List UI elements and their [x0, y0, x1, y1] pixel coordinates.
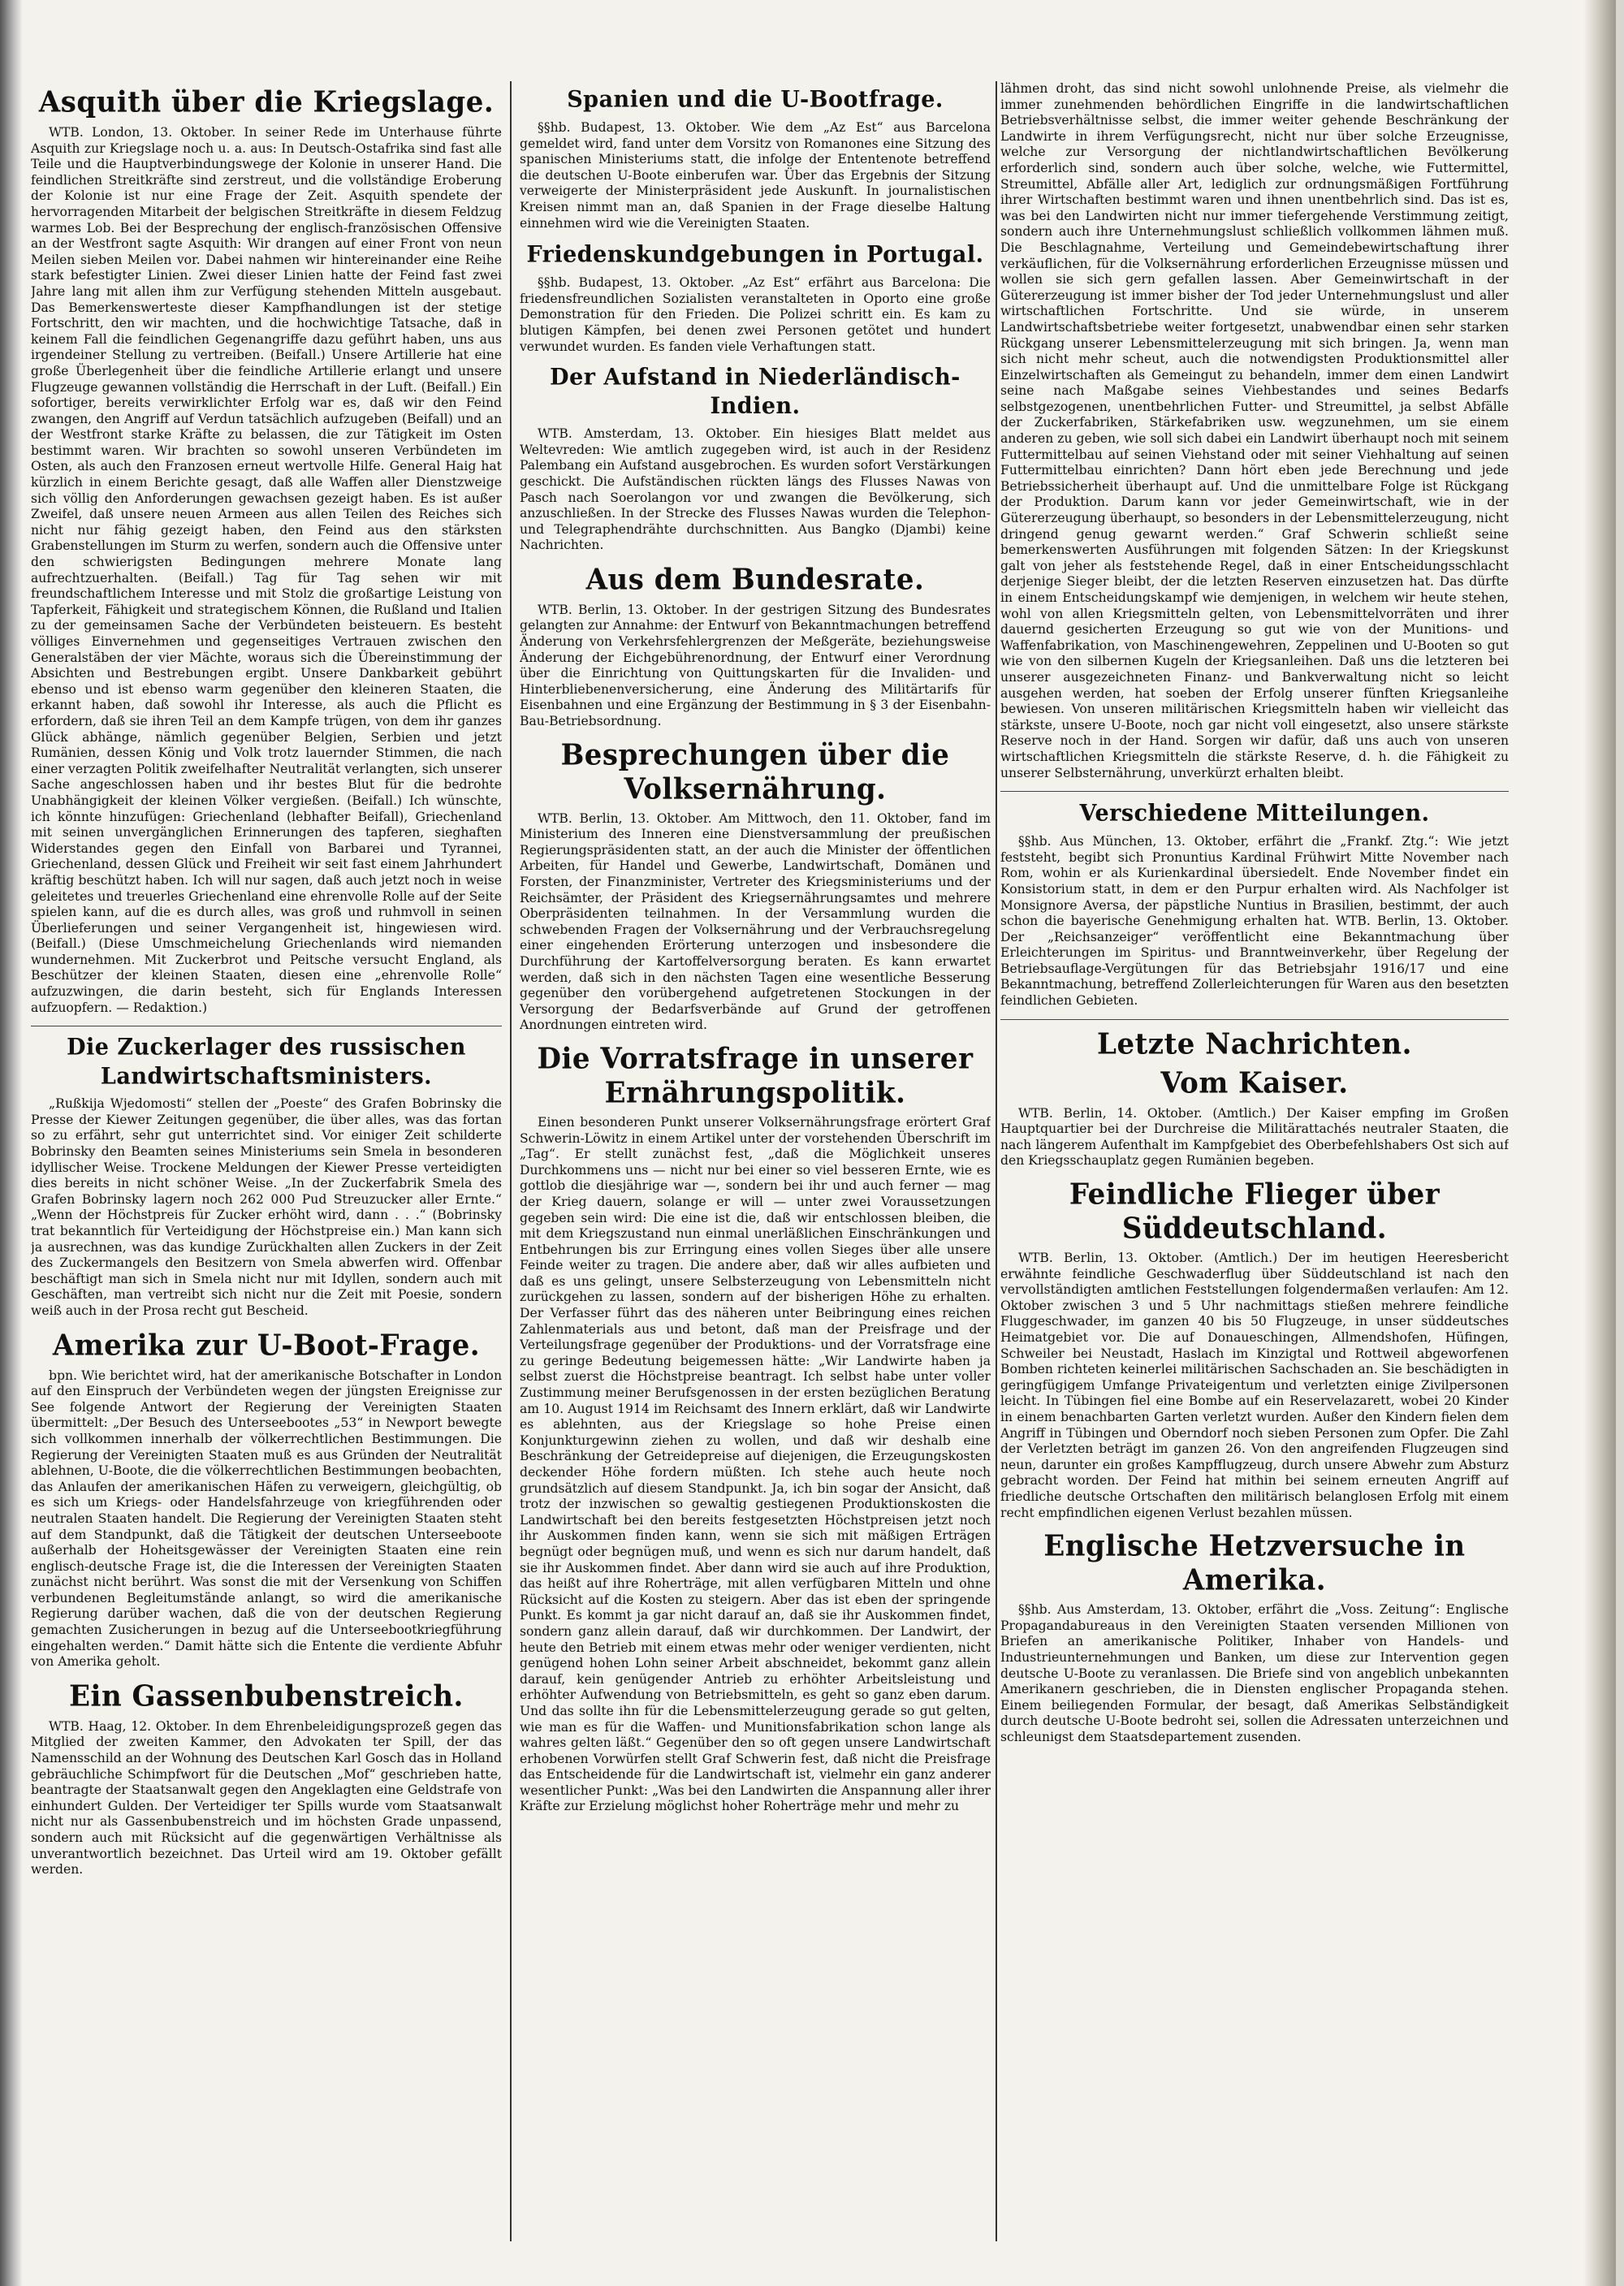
- headline: Englische Hetzversuche in Amerika.: [1043, 1529, 1466, 1598]
- article-asquith: [31, 86, 502, 1016]
- headline: Friedenskundgebungen in Portugal.: [526, 241, 984, 268]
- divider: [1000, 791, 1509, 792]
- article-letzte-nachrichten: [1000, 1028, 1509, 1169]
- headline: Die Zuckerlager des russischen Landwirtschaftsministers.: [67, 1034, 466, 1090]
- column-3: [1000, 81, 1509, 2241]
- article-body: WTB. Berlin, 13. Oktober. In der gestrigen Sitzung des Bundesrates gelangten zur Annahme: der Entwurf von Bekanntmachungen betreffend Änderung von Verkehrsfehlergrenzen der Meßgeräte, beziehungsweise Änderung der Eichgebührenordnung, der Entwurf einer Verordnung über die Einrichtung von Quittungskarten für die Invaliden- und Hinterbliebenenversicherung, eine Änderung des Militärtarifs für Eisenbahnen und eine Ergänzung der Bestimmung in § 3 der Eisenbahn-Bau-Betriebsordnung.: [520, 602, 991, 729]
- headline: Feindliche Flieger über Süddeutschland.: [1069, 1178, 1440, 1247]
- article-vorratsfrage-continued: [1000, 81, 1509, 781]
- divider: [1000, 1019, 1509, 1020]
- article-body: WTB. Berlin, 14. Oktober. (Amtlich.) Der Kaiser empfing im Großen Hauptquartier bei der Durchreise die Militärattachés neutraler Staaten, die nach längerem Aufenthalt im Kampfgebiet des Oberbefehlshabers Ost sich auf den Kriegsschauplatz gegen Rumänien begeben.: [1000, 1105, 1509, 1169]
- column-rule: [996, 81, 997, 2241]
- article-niederlaendisch-indien: [520, 365, 991, 554]
- headline: Die Vorratsfrage in unserer Ernährungspolitik.: [537, 1041, 974, 1110]
- headline: Asquith über die Kriegslage.: [38, 85, 495, 119]
- headline: Spanien und die U-Bootfrage.: [567, 86, 944, 113]
- article-body: WTB. London, 13. Oktober. In seiner Rede im Unterhause führte Asquith zur Kriegslage noch u. a. aus: In Deutsch-Ostafrika sind fast alle Teile und die Hauptverbindungswege der Kolonie in unserer Hand. Die feindlichen Streitkräfte sind zerstreut, und die vollständige Eroberung der Kolonie ist nur eine Frage der Zeit. Asquith spendete der hervorragenden Mitarbeit der belgischen Streitkräfte in diesem Feldzug warmes Lob. Bei der Besprechung der englisch-französischen Offensive an der Westfront sagte Asquith: Wir drangen auf einer Front von neun Meilen sieben Meilen vor. Dabei nahmen wir hintereinander eine Reihe stark befestigter Linien. Zwei dieser Linien hatte der Feind fast zwei Jahre lang mit allen ihm zur Verfügung stehenden Mitteln ausgebaut. Das Bemerkenswerteste dieser Kampfhandlungen ist der stetige Fortschritt, den wir machten, und die hochwichtige Tatsache, daß in keinem Fall die feindlichen Gegenangriffe dazu geführt haben, uns aus irgendeiner Stellung zu vertreiben. (Beifall.) Unsere Artillerie hat eine große Überlegenheit über die feindliche Artillerie erlangt und unsere Flugzeuge gewannen vollständig die Herrschaft in der Luft. (Beifall.) Ein sofortiger, bereits verwirklichter Erfolg war es, daß wir den Feind zwangen, den Angriff auf Verdun tatsächlich aufzugeben (Beifall) und an der Westfront starke Kräfte zu belassen, die zur Tätigkeit im Osten bestimmt waren. Wir brachten so sowohl unseren Verbündeten im Osten, als auch den Franzosen erneut wertvolle Hilfe. General Haig hat kürzlich in einem Berichte gesagt, daß alle Waffen aller Dienstzweige sich völlig den Anforderungen gewachsen gezeigt haben. Es ist außer Zweifel, daß unsere neuen Armeen aus allen Teilen des Reiches sich nicht nur fähig gezeigt haben, den Feind aus den stärksten Grabenstellungen im Sturm zu werfen, sondern auch die Offensive unter den schwierigsten Bedingungen mehrere Monate lang aufrechtzuerhalten. (Beifall.) Tag für Tag sehen wir mit freundschaftlichem Interesse und mit Stolz die großartige Leistung von Tapferkeit, Fähigkeit und strategischem Können, die Rußland und Italien zu der gemeinsamen Sache der Verbündeten beisteuern. Es besteht völliges Einvernehmen und gegenseitiges Vertrauen zwischen den Generalstäben der vier Mächte, woraus sich die Übereinstimmung der Absichten und Bestrebungen ergibt. Unsere Dankbarkeit gebührt ebenso und ist ebenso warm gegenüber den kleineren Staaten, die erkannt haben, daß sowohl ihr Interesse, als auch die Pflicht es erfordern, daß sie ihren Teil an dem Kampfe trügen, von dem ihr ganzes Glück abhänge, nämlich gegenüber Belgien, Serbien und jetzt Rumänien, dessen König und Volk trotz lauernder Stimmen, die nach einer verzagten Politik zweifelhafter Neutralität verlangten, sich unserer Sache angeschlossen haben und ihr bestes Blut für die bedrohte Unabhängigkeit der kleinen Völker vergießen. (Beifall.) Ich wünschte, ich könnte hinzufügen: Griechenland (lebhafter Beifall), Griechenland mit seinen unvergänglichen Erinnerungen des tapferen, sieghaften Widerstandes gegen den Einfall von Barbarei und Tyrannei, Griechenland, dessen Glück und Freiheit wir seit fast einem Jahrhundert kräftig beschützt haben. Ich will nur sagen, daß auch jetzt noch in weise geleitetes und treuerles Griechenland eine ehrenvolle Rolle auf der Seite spielen kann, auf die es durch alles, was groß und ruhmvoll in seinen Überlieferungen und seiner Vergangenheit ist, hingewiesen wird. (Beifall.) (Diese Umschmeichelung Griechenlands wird niemanden wundernehmen. Mit Zuckerbrot und Peitsche versucht England, als Beschützer der kleinen Staaten, diesen eine „ehrenvolle Rolle“ aufzuzwingen, die darin besteht, sich für Englands Interessen aufzuopfern. — Redaktion.): [31, 125, 502, 1015]
- article-bundesrat: [520, 564, 991, 730]
- article-body: WTB. Amsterdam, 13. Oktober. Ein hiesiges Blatt meldet aus Weltevreden: Wie amtlich zugegeben wird, ist auch in der Residenz Palembang ein Aufstand ausgebrochen. Es wurden sofort Verstärkungen geschickt. Die Aufständischen rückten längs des Flusses Nawas von Pasch nach Soerolangon vor und zwangen die Bevölkerung, sich anzuschließen. In der Strecke des Flusses Nawas wurden die Telephon- und Telegraphendrähte durchschnitten. Aus Bangko (Djambi) keine Nachrichten.: [520, 426, 991, 553]
- headline: Verschiedene Mitteilungen.: [1079, 800, 1430, 827]
- headline: Aus dem Bundesrate.: [585, 562, 925, 597]
- article-body: WTB. Berlin, 13. Oktober. (Amtlich.) Der im heutigen Heeresbericht erwähnte feindliche Geschwaderflug über Süddeutschland ist nach den vervollständigten amtlichen Feststellungen folgendermaßen verlaufen: Am 12. Oktober zwischen 3 und 5 Uhr nachmittags stießen mehrere feindliche Fluggeschwader, im ganzen 40 bis 50 Flugzeuge, in unser süddeutsches Heimatgebiet vor. Die auf Donaueschingen, Allmendshofen, Hüfingen, Schweiler bei Neustadt, Haslach im Kinzigtal und Rottweil abgeworfenen Bomben richteten keinerlei militärischen Sachschaden an. Sie beschädigten in geringfügigem Umfange Privateigentum und verletzten einige Zivilpersonen leicht. In Tübingen fiel eine Bombe auf ein Reservelazarett, wobei 20 Kinder in einem benachbarten Garten verletzt wurden. Außer den Kindern fielen dem Angriff in Tübingen und Oberndorf noch sieben Personen zum Opfer. Die Zahl der Verletzten beträgt im ganzen 26. Von den angreifenden Flugzeugen sind neun, darunter ein großes Kampfflugzeug, durch unsere Abwehr zum Absturz gebracht worden. Der Feind hat mithin bei seinem erneuten Angriff auf friedliche deutsche Ortschaften den militärisch belanglosen Erfolg mit einem recht empfindlichen eigenen Verlust bezahlen müssen.: [1000, 1251, 1509, 1520]
- column-2: [520, 81, 991, 2241]
- article-body: bpn. Wie berichtet wird, hat der amerikanische Botschafter in London auf den Einspruch der Verbündeten wegen der jüngsten Ereignisse zur See folgende Antwort der Regierung der Vereinigten Staaten übermittelt: „Der Besuch des Unterseebootes „53“ in Newport bewegte sich vollkommen innerhalb der völkerrechtlichen Bestimmungen. Die Regierung der Vereinigten Staaten muß es aus Gründen der Neutralität ablehnen, U-Boote, die die völkerrechtlichen Bestimmungen beobachten, das Anlaufen der amerikanischen Häfen zu verweigern, gleichgültig, ob es sich um Kriegs- oder Handelsfahrzeuge von kriegführenden oder neutralen Staaten handelt. Die Regierung der Vereinigten Staaten steht auf dem Standpunkt, daß die Tätigkeit der deutschen Unterseeboote außerhalb der Hoheitsgewässer der Vereinigten Staaten eine rein englisch-deutsche Frage ist, die die Interessen der Vereinigten Staaten zunächst nicht berührt. Was sonst die mit der Versenkung von Schiffen verbundenen Begleitumstände anlangt, so wird die amerikanische Regierung darüber wachen, daß die von der deutschen Regierung gemachten Zusicherungen in bezug auf die Unterseebootkriegführung eingehalten werden.“ Damit hätte sich die Entente die verdiente Abfuhr von Amerika geholt.: [31, 1368, 502, 1670]
- article-amerika-uboot: [31, 1329, 502, 1670]
- article-body: §§hb. Budapest, 13. Oktober. Wie dem „Az Est“ aus Barcelona gemeldet wird, fand unter dem Vorsitz von Romanones eine Sitzung des spanischen Ministeriums statt, die infolge der Ententenote betreffend die deutschen U-Boote einberufen war. Über das Ergebnis der Sitzung verweigerte der Ministerpräsident jede Auskunft. In journalistischen Kreisen nimmt man an, daß Spanien in der Frage dieselbe Haltung einnehmen wird wie die Vereinigten Staaten.: [520, 120, 991, 231]
- article-volksernaehrung: [520, 737, 991, 1034]
- binding-shadow: [0, 0, 23, 2286]
- page-edge: [1583, 0, 1616, 2286]
- article-body: §§hb. Budapest, 13. Oktober. „Az Est“ erfährt aus Barcelona: Die friedensfreundlichen Sozialisten veranstalteten in Oporto eine große Demonstration für den Frieden. Die Polizei schritt ein. Es kam zu blutigen Kämpfen, bei denen zwei Personen getötet und hundert verwundet wurden. Es fanden viele Verhaftungen statt.: [520, 275, 991, 354]
- article-body: §§hb. Aus Amsterdam, 13. Oktober, erfährt die „Voss. Zeitung“: Englische Propagandabureaus in den Vereinigten Staaten versenden Millionen von Briefen an amerikanische Politiker, Inhaber von Handels- und Industrieunternehmungen und Banken, um diese zur Intervention gegen deutsche U-Boote zu veranlassen. Die Briefe sind von angeblich unbekannten Amerikanern geschrieben, die in Diensten englischer Propaganda stehen. Einem beiliegenden Formular, der besagt, daß Amerikas Selbständigkeit durch deutsche U-Boote bedroht sei, sollen die Adressaten unterzeichnen und schleunigst dem Staatsdepartement zusenden.: [1000, 1602, 1509, 1744]
- article-verschiedene-mitteilungen: [1000, 800, 1509, 1009]
- article-englische-hetzversuche: [1000, 1531, 1509, 1745]
- article-gassenbubenstreich: [31, 1680, 502, 1878]
- headline: Letzte Nachrichten.: [1097, 1026, 1412, 1061]
- article-body: Einen besonderen Punkt unserer Volksernährungsfrage erörtert Graf Schwerin-Löwitz in einem Artikel unter der vorstehenden Überschrift im „Tag“. Er stellt zunächst fest, „daß die Möglichkeit unseres Durchkommens uns — nicht nur bei einer so viel besseren Ernte, wie es gottlob die diesjährige war —, sondern bei ihr und auch ferner — mag der Krieg dauern, solange er will — unter zwei Voraussetzungen gegeben sein wird: Die eine ist die, daß wir entschlossen bleiben, die mit dem Kriegszustand nun einmal unerläßlichen Einschränkungen und Entbehrungen bis zur Erringung eines vollen Sieges über alle unsere Feinde weiter zu tragen. Die andere aber, daß wir alles aufbieten und daß es uns gelingt, unsere Selbsterzeugung von Lebensmitteln nicht zurückgehen zu lassen, sondern auf der bisherigen Höhe zu erhalten. Der Verfasser führt das des näheren unter Beibringung eines reichen Zahlenmaterials aus und betont, daß man der Preisfrage und der Verteilungsfrage gegenüber der Produktions- und der Vorratsfrage eine zu geringe Bedeutung beigemessen hätte: „Wir Landwirte haben ja selbst zuerst die Höchstpreise beantragt. Ich selbst habe unter voller Zustimmung meiner Berufsgenossen in der ersten bezüglichen Beratung am 10. August 1914 im Reichsamt des Innern erklärt, daß wir Landwirte es ablehnten, aus der Kriegslage so hohe Preise einen Konjunkturgewinn ziehen zu wollen, und daß wir deshalb eine Beschränkung der Getreidepreise auf diejenigen, die Erzeugungskosten deckender Höhe fordern müßten. Ich stehe auch heute noch grundsätzlich auf diesem Standpunkt. Ja, ich bin sogar der Ansicht, daß trotz der inzwischen so gewaltig gestiegenen Produktionskosten die Landwirtschaft bei den bereits festgesetzten Höchstpreisen jetzt noch ihr Auskommen finden kann, wenn sie sich mit mäßigen Erträgen begnügt oder begnügen muß, und wenn es sich nur darum handelt, daß sie ihr Auskommen findet. Aber dann wird sie auch auf ihre Produktion, das heißt auf ihre Roherträge, mit allen verfügbaren Mitteln und ohne Rücksicht auf die Kosten zu steigern. Aber das ist eben der springende Punkt. Es kommt ja gar nicht darauf an, daß sie ihr Auskommen findet, sondern ganz allein darauf, daß wir durchkommen. Der Landwirt, der heute den Betrieb mit einem etwas mehr oder weniger verdienten, nicht genügend hohen Lohn seiner Arbeit abschneidet, bekommt ganz allein darauf, kein genügender Antrieb zu erhöhter Arbeitsleistung und erhöhter Aufwendung von Betriebsmitteln, es geht so ganz eben darum. Und das sollte ihn für die Lebensmittelerzeugung gerade so gut gelten, wie man es für die Waffen- und Munitionsfabrikation schon lange als wahres gelten läßt.“ Gegenüber den so oft gegen unsere Landwirtschaft erhobenen Vorwürfen stellt Graf Schwerin fest, daß nicht die Preisfrage das Entscheidende für die Landwirtschaft ist, vielmehr ein ganz anderer wesentlicher Punkt: „Was bei den Landwirten die Anspannung aller ihrer Kräfte zur Erzielung möglichst hoher Roherträge mehr und mehr zu: [520, 1114, 991, 1814]
- article-spanien: [520, 86, 991, 231]
- article-body: „Rußkija Wjedomosti“ stellen der „Poeste“ des Grafen Bobrinsky die Presse der Kiewer Zeitungen gegenüber, die über alles, was das fortan so zu erfährt, sehr gut unterrichtet sind. Vor einiger Zeit schilderte Bobrinsky den Beamten seines Ministeriums sein Smela in besonderen idyllischer Weise. Trockene Meldungen der Kiewer Presse verteidigten dies bereits in nicht schöner Weise. „In der Zuckerfabrik Smela des Grafen Bobrinsky lagern noch 262 000 Pud Streuzucker aller Ernte.“ „Wenn der Höchstpreis für Zucker erhöht wird, dann . . .“ (Bobrinsky trat bekanntlich für Verteidigung der Höchstpreise ein.) Man kann sich ja ausrechnen, was das kundige Zurückhalten allen Zuckers in der Zeit des Zuckermangels den Besitzern von Smela abwerfen wird. Offenbar beschäftigt man sich in Smela nicht nur mit Idyllen, sondern auch mit Geschäften, man vertreibt sich nicht nur die Zeit mit Poesie, sondern weiß auch in der Prosa recht gut Bescheid.: [31, 1096, 502, 1318]
- article-portugal: [520, 241, 991, 355]
- article-body: lähmen droht, das sind nicht sowohl unlohnende Preise, als vielmehr die immer zunehmenden behördlichen Eingriffe in die landwirtschaftlichen Betriebsverhältnisse selbst, die immer weiter gehende Beschränkung der Landwirte in ihrem Verfügungsrecht, nicht nur über solche Erzeugnisse, welche zur Versorgung der nichtlandwirtschaftlichen Bevölkerung erforderlich sind, sondern auch über solche, welche, wie Futtermittel, Streumittel, Abfälle aller Art, lediglich zur ordnungsmäßigen Fortführung ihrer Wirtschaften bestimmt waren und ihnen unentbehrlich sind. Das ist es, was bei den Landwirten nicht nur immer tiefergehende Verstimmung zeitigt, sondern auch ihre Unternehmungslust schließlich vollkommen lähmen muß. Die Beschlagnahme, Verteilung und Gemeindebewirtschaftung ihrer verkäuflichen, für die Volksernährung erforderlichen Erzeugnisse müssen und wollen sie sich gern gefallen lassen. Aber Gemeinwirtschaft in der Gütererzeugung ist immer bisher der Tod jeder Unternehmungslust und aller wirtschaftlichen Fortschritte. Und sie würde, in unserem Landwirtschaftsbetriebe weiter fortgesetzt, unabwendbar einen sehr starken Rückgang unserer Lebensmittelerzeugung mit sich bringen. Ja, wenn man sich nicht mehr scheut, auch die notwendigsten Produktionsmittel aller Einzelwirtschaften als Gemeingut zu behandeln, immer dem einen Landwirt seine nach Maßgabe seines Viehbestandes und seines Bedarfs selbstgezogenen, unentbehrlichen Futter- und Streumittel, ja selbst Abfälle der Zuckerfabriken, Stärkefabriken usw. wegzunehmen, um sie einem anderen zu geben, wie soll sich dabei ein Landwirt überhaupt noch mit seinem Futtermittelbau auf seinen Viehstand oder mit seiner Viehhaltung auf seinen Futtermittelbau einrichten? Dann hört eben jede Berechnung und jede Betriebssicherheit überhaupt auf. Und die unmittelbare Folge ist Rückgang der Produktion. Darum kann vor jeder Gemeinwirtschaft, wie in der Gütererzeugung überhaupt, so besonders in der Lebensmittelerzeugung, nicht dringend genug gewarnt werden.“ Graf Schwerin schließt seine bemerkenswerten Ausführungen mit folgenden Sätzen: In der Kriegskunst galt von jeher als feststehende Regel, daß in einer Entscheidungsschlacht derjenige Sieger bleibt, der die letzten Reserven einzusetzen hat. Das dürfte in einem Entscheidungskampf wie demjenigen, in welchem wir heute stehen, wohl von allen Kriegsmitteln gelten, von Lebensmittelvorräten und ihrer dauernd gesicherten Erzeugung so gut wie von der Munitions- und Waffenfabrikation, von Maschinengewehren, Zeppelinen und U-Booten so gut wie von den silbernen Kugeln der Kriegsanleihen. Daß uns die letzteren bei unserer ausgezeichneten Finanz- und Bankverwaltung nicht so leicht ausgehen werden, hat soeben der Erfolg unserer fünften Kriegsanleihe bewiesen. Von unseren militärischen Kriegsmitteln haben wir vielleicht das stärkste, unsere U-Boote, noch gar nicht voll eingesetzt, also unsere stärkste Reserve noch in der Hand. Sorgen wir dafür, daß uns auch von unseren wirtschaftlichen Kriegsmitteln die stärkste Reserve, d. h. die Fähigkeit zu unserer Selbsternährung, unverkürzt erhalten bleibt.: [1000, 81, 1509, 780]
- headline: Ein Gassenbubenstreich.: [69, 1679, 464, 1713]
- article-body: WTB. Berlin, 13. Oktober. Am Mittwoch, den 11. Oktober, fand im Ministerium des Inneren eine Dienstversammlung der preußischen Regierungspräsidenten statt, an der auch die Minister der öffentlichen Arbeiten, für Handel und Gewerbe, Landwirtschaft, Domänen und Forsten, der Finanzminister, Vertreter des Kriegsministeriums und der Reichsämter, der Präsident des Kriegsernährungsamtes und mehrere Oberpräsidenten teilnahmen. In der Versammlung wurden die schwebenden Fragen der Volksernährung und der Verbrauchsregelung einer eingehenden Erörterung unterzogen und insbesondere die Durchführung der Kartoffelversorgung beraten. Es kann erwartet werden, daß sich in den nächsten Tagen eine wesentliche Besserung gegenüber den vorübergehend aufgetretenen Stockungen in der Versorgung der Bedarfsverbände auf Grund der getroffenen Anordnungen eintreten wird.: [520, 810, 991, 1033]
- article-body: §§hb. Aus München, 13. Oktober, erfährt die „Frankf. Ztg.“: Wie jetzt feststeht, begibt sich Pronuntius Kardinal Frühwirt Mitte November nach Rom, wohin er als Kurienkardinal übersiedelt. Ende November findet ein Konsistorium statt, in dem er den Purpur erhalten wird. Als Nachfolger ist Monsignore Aversa, der päpstliche Nuntius in Brasilien, bestimmt, der auch schon die bayerische Genehmigung erhalten hat. WTB. Berlin, 13. Oktober. Der „Reichsanzeiger“ veröffentlicht eine Bekanntmachung über Erleichterungen im Spiritus- und Branntweinverkehr, über Regelung der Betriebsauflage-Vergütungen für das Betriebsjahr 1916/17 und eine Bekanntmachung, betreffend Zollerleichterungen für Waren aus den besetzten feindlichen Gebieten.: [1000, 834, 1509, 1009]
- article-feindliche-flieger: [1000, 1179, 1509, 1521]
- column-rule: [510, 81, 512, 2241]
- column-1: [31, 81, 502, 2241]
- headline: Der Aufstand in Niederländisch-Indien.: [550, 364, 961, 420]
- article-zuckerlager: [31, 1035, 502, 1319]
- headline: Amerika zur U-Boot-Frage.: [52, 1328, 481, 1363]
- article-vorratsfrage: [520, 1041, 991, 1815]
- subheadline: Vom Kaiser.: [1160, 1065, 1349, 1100]
- article-body: WTB. Haag, 12. Oktober. In dem Ehrenbeleidigungsprozeß gegen das Mitglied der zweiten Kammer, den Advokaten ter Spill, der das Namensschild an der Wohnung des Deutschen Karl Gosch das in Holland gebräuchliche Schimpfwort für die Deutschen „Mof“ geschrieben hatte, beantragte der Staatsanwalt gegen den Angeklagten eine Geldstrafe von einhundert Gulden. Der Verteidiger ter Spills wurde vom Staatsanwalt nicht nur als Gassenbubenstreich und im höchsten Grade unpassend, sondern auch mit Rücksicht auf die gegenwärtigen Verhältnisse als unverantwortlich bezeichnet. Das Urteil wird am 19. Oktober gefällt werden.: [31, 1718, 502, 1878]
- headline: Besprechungen über die Volksernährung.: [560, 737, 950, 806]
